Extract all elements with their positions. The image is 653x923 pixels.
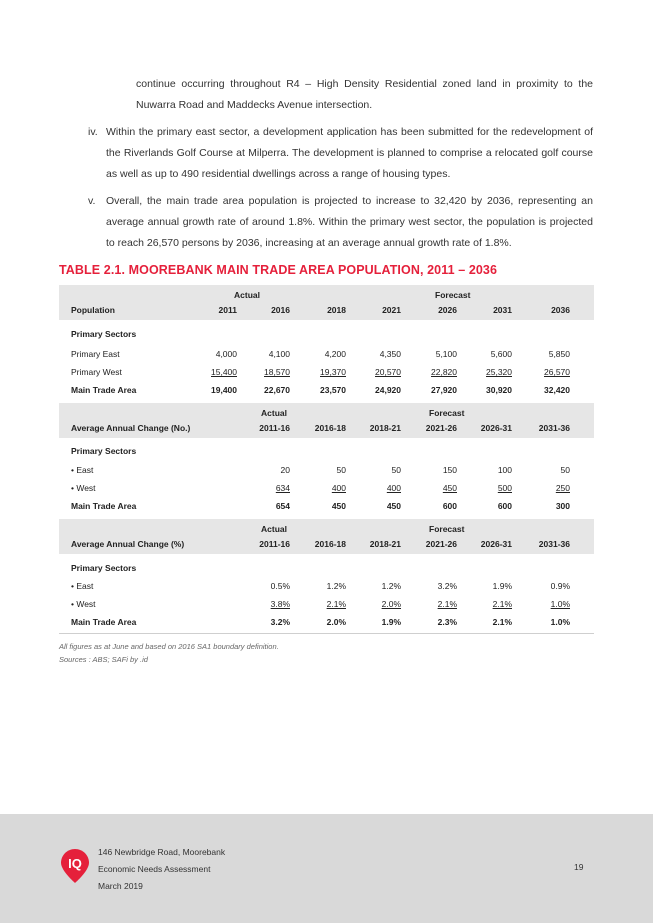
table-cell: 26,570	[544, 367, 570, 377]
section-primary-sectors: Primary Sectors	[71, 329, 137, 339]
table-note: All figures as at June and based on 2016 SA1 boundary definition.	[59, 642, 279, 651]
footer-date: March 2019	[98, 881, 143, 891]
row-label: Main Trade Area	[71, 385, 137, 395]
column-header: 2018	[327, 305, 346, 315]
row-label: • West	[71, 483, 96, 493]
column-header: 2021-26	[425, 539, 457, 549]
row-label: • West	[71, 599, 96, 609]
row-label: Main Trade Area	[71, 501, 137, 511]
table-cell: 150	[442, 465, 457, 475]
table-cell: 0.5%	[270, 581, 290, 591]
paragraph-item-iv: Within the primary east sector, a development application has been submitted for the redevelopment of the Riverlands Golf Course at Milperra. The development is planned to comprise a relocated golf course as well as up to 490 residential dwellings across a range of housing types.	[106, 126, 593, 180]
change-pct-column-label: Average Annual Change (%)	[71, 539, 185, 549]
column-header: 2011-16	[259, 423, 290, 433]
iq-logo	[61, 849, 89, 883]
paragraph-intro: continue occurring throughout R4 – High Density Residential zoned land in proximity to the Nuwarra Road and Maddecks Avenue intersection.	[136, 78, 593, 111]
table-cell: 5,600	[490, 349, 512, 359]
table-cell: 1.0%	[550, 599, 570, 609]
table-cell: 5,100	[435, 349, 457, 359]
group-actual-label: Actual	[234, 290, 260, 300]
group-forecast-label: Forecast	[429, 408, 465, 418]
table-cell: 0.9%	[550, 581, 570, 591]
footer-report-title: Economic Needs Assessment	[98, 864, 211, 874]
table-cell: 15,400	[211, 367, 237, 377]
table-cell: 250	[555, 483, 570, 493]
table-cell: 30,920	[486, 385, 512, 395]
population-table	[59, 0, 594, 923]
page-number: 19	[574, 862, 584, 872]
table-cell: 500	[497, 483, 512, 493]
table-bottom-rule	[59, 633, 594, 634]
table-cell: 4,100	[268, 349, 290, 359]
section-primary-sectors: Primary Sectors	[71, 563, 137, 573]
group-actual-label: Actual	[261, 524, 287, 534]
column-header: 2026	[438, 305, 457, 315]
table-cell: 600	[497, 501, 512, 511]
column-header: 2021	[382, 305, 401, 315]
table-cell: 400	[331, 483, 346, 493]
table-sources: Sources : ABS; SAFi by .id	[59, 655, 148, 664]
table-cell: 2.0%	[381, 599, 401, 609]
table-cell: 19,370	[320, 367, 346, 377]
row-label: Primary West	[71, 367, 122, 377]
item-iv-number: iv.	[88, 126, 98, 138]
table-cell: 600	[442, 501, 457, 511]
table-cell: 2.3%	[437, 617, 457, 627]
column-header: 2031-36	[538, 423, 570, 433]
table-cell: 3.8%	[270, 599, 290, 609]
table-cell: 18,570	[264, 367, 290, 377]
table-cell: 100	[497, 465, 512, 475]
table-cell: 20	[280, 465, 290, 475]
group-forecast-label: Forecast	[435, 290, 471, 300]
table-cell: 19,400	[211, 385, 237, 395]
table-cell: 1.9%	[381, 617, 401, 627]
group-forecast-label: Forecast	[429, 524, 465, 534]
table-cell: 1.0%	[550, 617, 570, 627]
section-primary-sectors: Primary Sectors	[71, 446, 137, 456]
table-cell: 50	[391, 465, 401, 475]
paragraph-item-v: Overall, the main trade area population is projected to increase to 32,420 by 2036, representing an average annual growth rate of around 1.8%. Within the primary west sector, the population is projected to reach 26,570 persons by 2036, increasing at an average annual growth rate of 1.8%.	[106, 195, 593, 249]
table-cell: 2.1%	[492, 599, 512, 609]
table-cell: 654	[275, 501, 290, 511]
item-v-number: v.	[88, 195, 96, 207]
column-header: 2016-18	[314, 423, 346, 433]
table-cell: 300	[555, 501, 570, 511]
group-actual-label: Actual	[261, 408, 287, 418]
table-cell: 1.9%	[492, 581, 512, 591]
table-cell: 2.1%	[437, 599, 457, 609]
table-cell: 50	[560, 465, 570, 475]
row-label: • East	[71, 581, 94, 591]
row-label: Main Trade Area	[71, 617, 137, 627]
table-cell: 2.1%	[492, 617, 512, 627]
table-cell: 23,570	[320, 385, 346, 395]
column-header: 2011	[218, 305, 237, 315]
page-footer	[0, 814, 653, 923]
column-header: 2021-26	[425, 423, 457, 433]
table-cell: 2.0%	[326, 617, 346, 627]
row-label: Primary East	[71, 349, 120, 359]
table-cell: 25,320	[486, 367, 512, 377]
table-cell: 400	[386, 483, 401, 493]
table-cell: 3.2%	[437, 581, 457, 591]
row-label: • East	[71, 465, 94, 475]
column-header: 2031	[493, 305, 512, 315]
table-cell: 4,350	[379, 349, 401, 359]
column-header: 2016	[271, 305, 290, 315]
table-cell: 450	[331, 501, 346, 511]
table-cell: 634	[275, 483, 290, 493]
column-header: 2026-31	[480, 539, 512, 549]
footer-address: 146 Newbridge Road, Moorebank	[98, 847, 226, 857]
table-cell: 4,000	[215, 349, 237, 359]
column-header: 2011-16	[259, 539, 290, 549]
table-cell: 22,820	[431, 367, 457, 377]
table-cell: 1.2%	[326, 581, 346, 591]
column-header: 2018-21	[369, 539, 401, 549]
column-header: 2018-21	[369, 423, 401, 433]
table-cell: 24,920	[375, 385, 401, 395]
table-cell: 450	[386, 501, 401, 511]
logo-text: IQ	[68, 856, 82, 871]
table-cell: 4,200	[324, 349, 346, 359]
table-cell: 5,850	[548, 349, 570, 359]
population-column-label: Population	[71, 305, 115, 315]
table-cell: 2.1%	[326, 599, 346, 609]
change-no-column-label: Average Annual Change (No.)	[71, 423, 191, 433]
table-cell: 50	[336, 465, 346, 475]
table-cell: 1.2%	[381, 581, 401, 591]
table-title: TABLE 2.1. MOOREBANK MAIN TRADE AREA POPULATION, 2011 – 2036	[59, 263, 498, 277]
column-header: 2016-18	[314, 539, 346, 549]
table-cell: 22,670	[264, 385, 290, 395]
table-cell: 450	[442, 483, 457, 493]
table-cell: 32,420	[544, 385, 570, 395]
table-cell: 3.2%	[270, 617, 290, 627]
column-header: 2036	[551, 305, 570, 315]
table-cell: 27,920	[431, 385, 457, 395]
column-header: 2026-31	[480, 423, 512, 433]
table-cell: 20,570	[375, 367, 401, 377]
column-header: 2031-36	[538, 539, 570, 549]
